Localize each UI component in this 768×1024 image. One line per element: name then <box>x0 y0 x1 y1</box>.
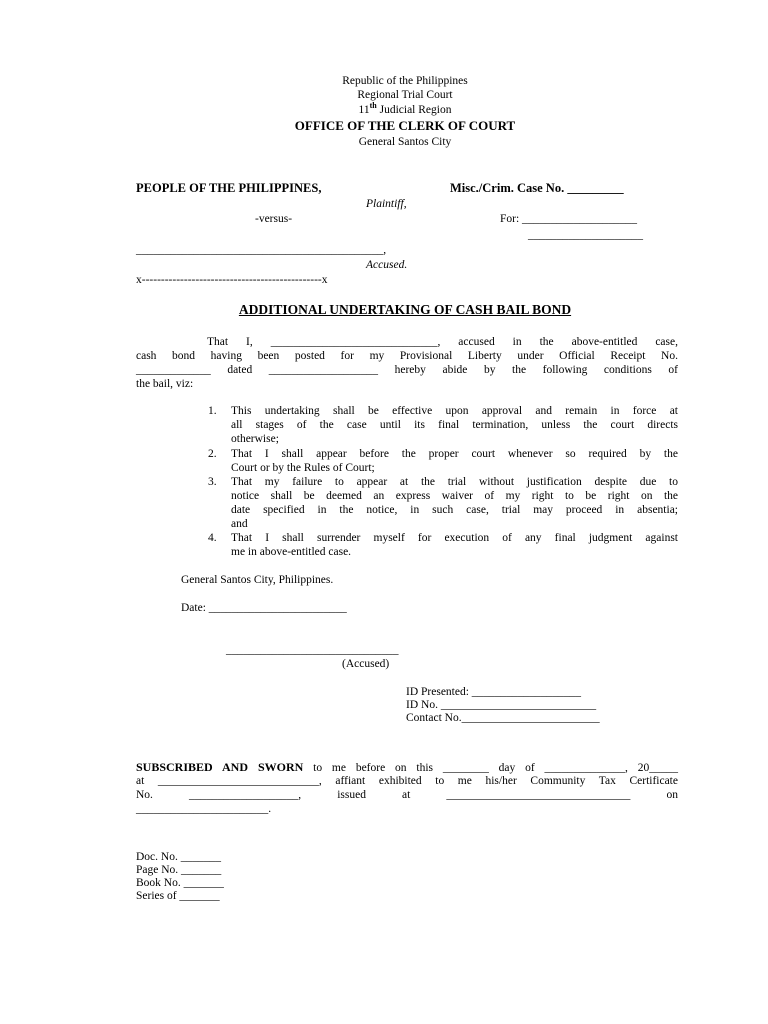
header-republic: Republic of the Philippines <box>342 75 468 87</box>
doc-number: Doc. No. _______ <box>136 851 221 863</box>
id-presented: ID Presented: ___________________ <box>406 686 582 698</box>
case-number: Misc./Crim. Case No. _________ <box>450 181 624 195</box>
series-of: Series of _______ <box>136 890 220 902</box>
versus-label: -versus- <box>255 213 293 225</box>
book-number: Book No. _______ <box>136 877 224 889</box>
for-line-2: ____________________ <box>528 229 643 241</box>
header-court: Regional Trial Court <box>357 89 453 101</box>
list-item: That my failure to appear at the trial without justification despite due to notice shall be deemed an express waiver of my right to be right on the date specified in the notice, in such case, trial may proceed in absentia; and <box>231 476 678 530</box>
accused-blank: ___________________________________________, <box>136 244 387 256</box>
intro-line: cash bond having been posted for my Provisional Liberty under Official Receipt No. <box>136 350 678 362</box>
condition-number: 1. <box>208 405 217 417</box>
header-city: General Santos City <box>358 136 452 148</box>
intro-paragraph <box>136 335 678 391</box>
page-number: Page No. _______ <box>136 864 222 876</box>
intro-line: That I, _____________________________, accused in the above-entitled case, <box>207 336 678 348</box>
plaintiff-label: Plaintiff, <box>366 198 407 210</box>
jurat-paragraph <box>136 760 678 816</box>
intro-line: _____________ dated ___________________ hereby abide by the following conditions of <box>136 364 678 376</box>
header-region: 11th Judicial Region <box>358 101 452 116</box>
document-title: ADDITIONAL UNDERTAKING OF CASH BAIL BOND <box>238 302 572 317</box>
list-item: That I shall surrender myself for execution of any final judgment against me in above-entitled case. <box>231 532 678 558</box>
jurat-line: at ____________________________, affiant exhibited to me his/her Community Tax Certificate <box>136 775 678 787</box>
condition-number: 3. <box>208 476 217 488</box>
condition-number: 2. <box>208 448 217 460</box>
signature-label: (Accused) <box>342 658 390 670</box>
list-item: This undertaking shall be effective upon approval and remain in force at all stages of the case until its final termination, unless the court directs otherwise; <box>231 405 678 445</box>
date-line: Date: ________________________ <box>181 602 347 614</box>
jurat-line: _______________________. <box>136 803 272 815</box>
caption-separator: x-----------------------------------------------x <box>136 274 328 286</box>
header-office: OFFICE OF THE CLERK OF COURT <box>294 118 516 133</box>
id-number: ID No. ___________________________ <box>406 699 597 711</box>
intro-line: the bail, viz: <box>136 378 194 390</box>
list-item: That I shall appear before the proper court whenever so required by the Court or by the Rules of Court; <box>231 448 678 474</box>
for-line-1: For: ____________________ <box>500 213 638 225</box>
accused-label: Accused. <box>366 259 408 271</box>
jurat-line: SUBSCRIBED AND SWORN to me before on this ________ day of ______________, 20_____ <box>136 760 678 774</box>
signature-line: ______________________________ <box>226 644 399 656</box>
contact-number: Contact No.________________________ <box>406 712 600 724</box>
condition-number: 4. <box>208 532 217 544</box>
plaintiff-name: PEOPLE OF THE PHILIPPINES, <box>136 181 322 195</box>
jurat-line: No. ___________________, issued at ________________________________ on <box>136 789 678 801</box>
place-line: General Santos City, Philippines. <box>181 574 334 586</box>
